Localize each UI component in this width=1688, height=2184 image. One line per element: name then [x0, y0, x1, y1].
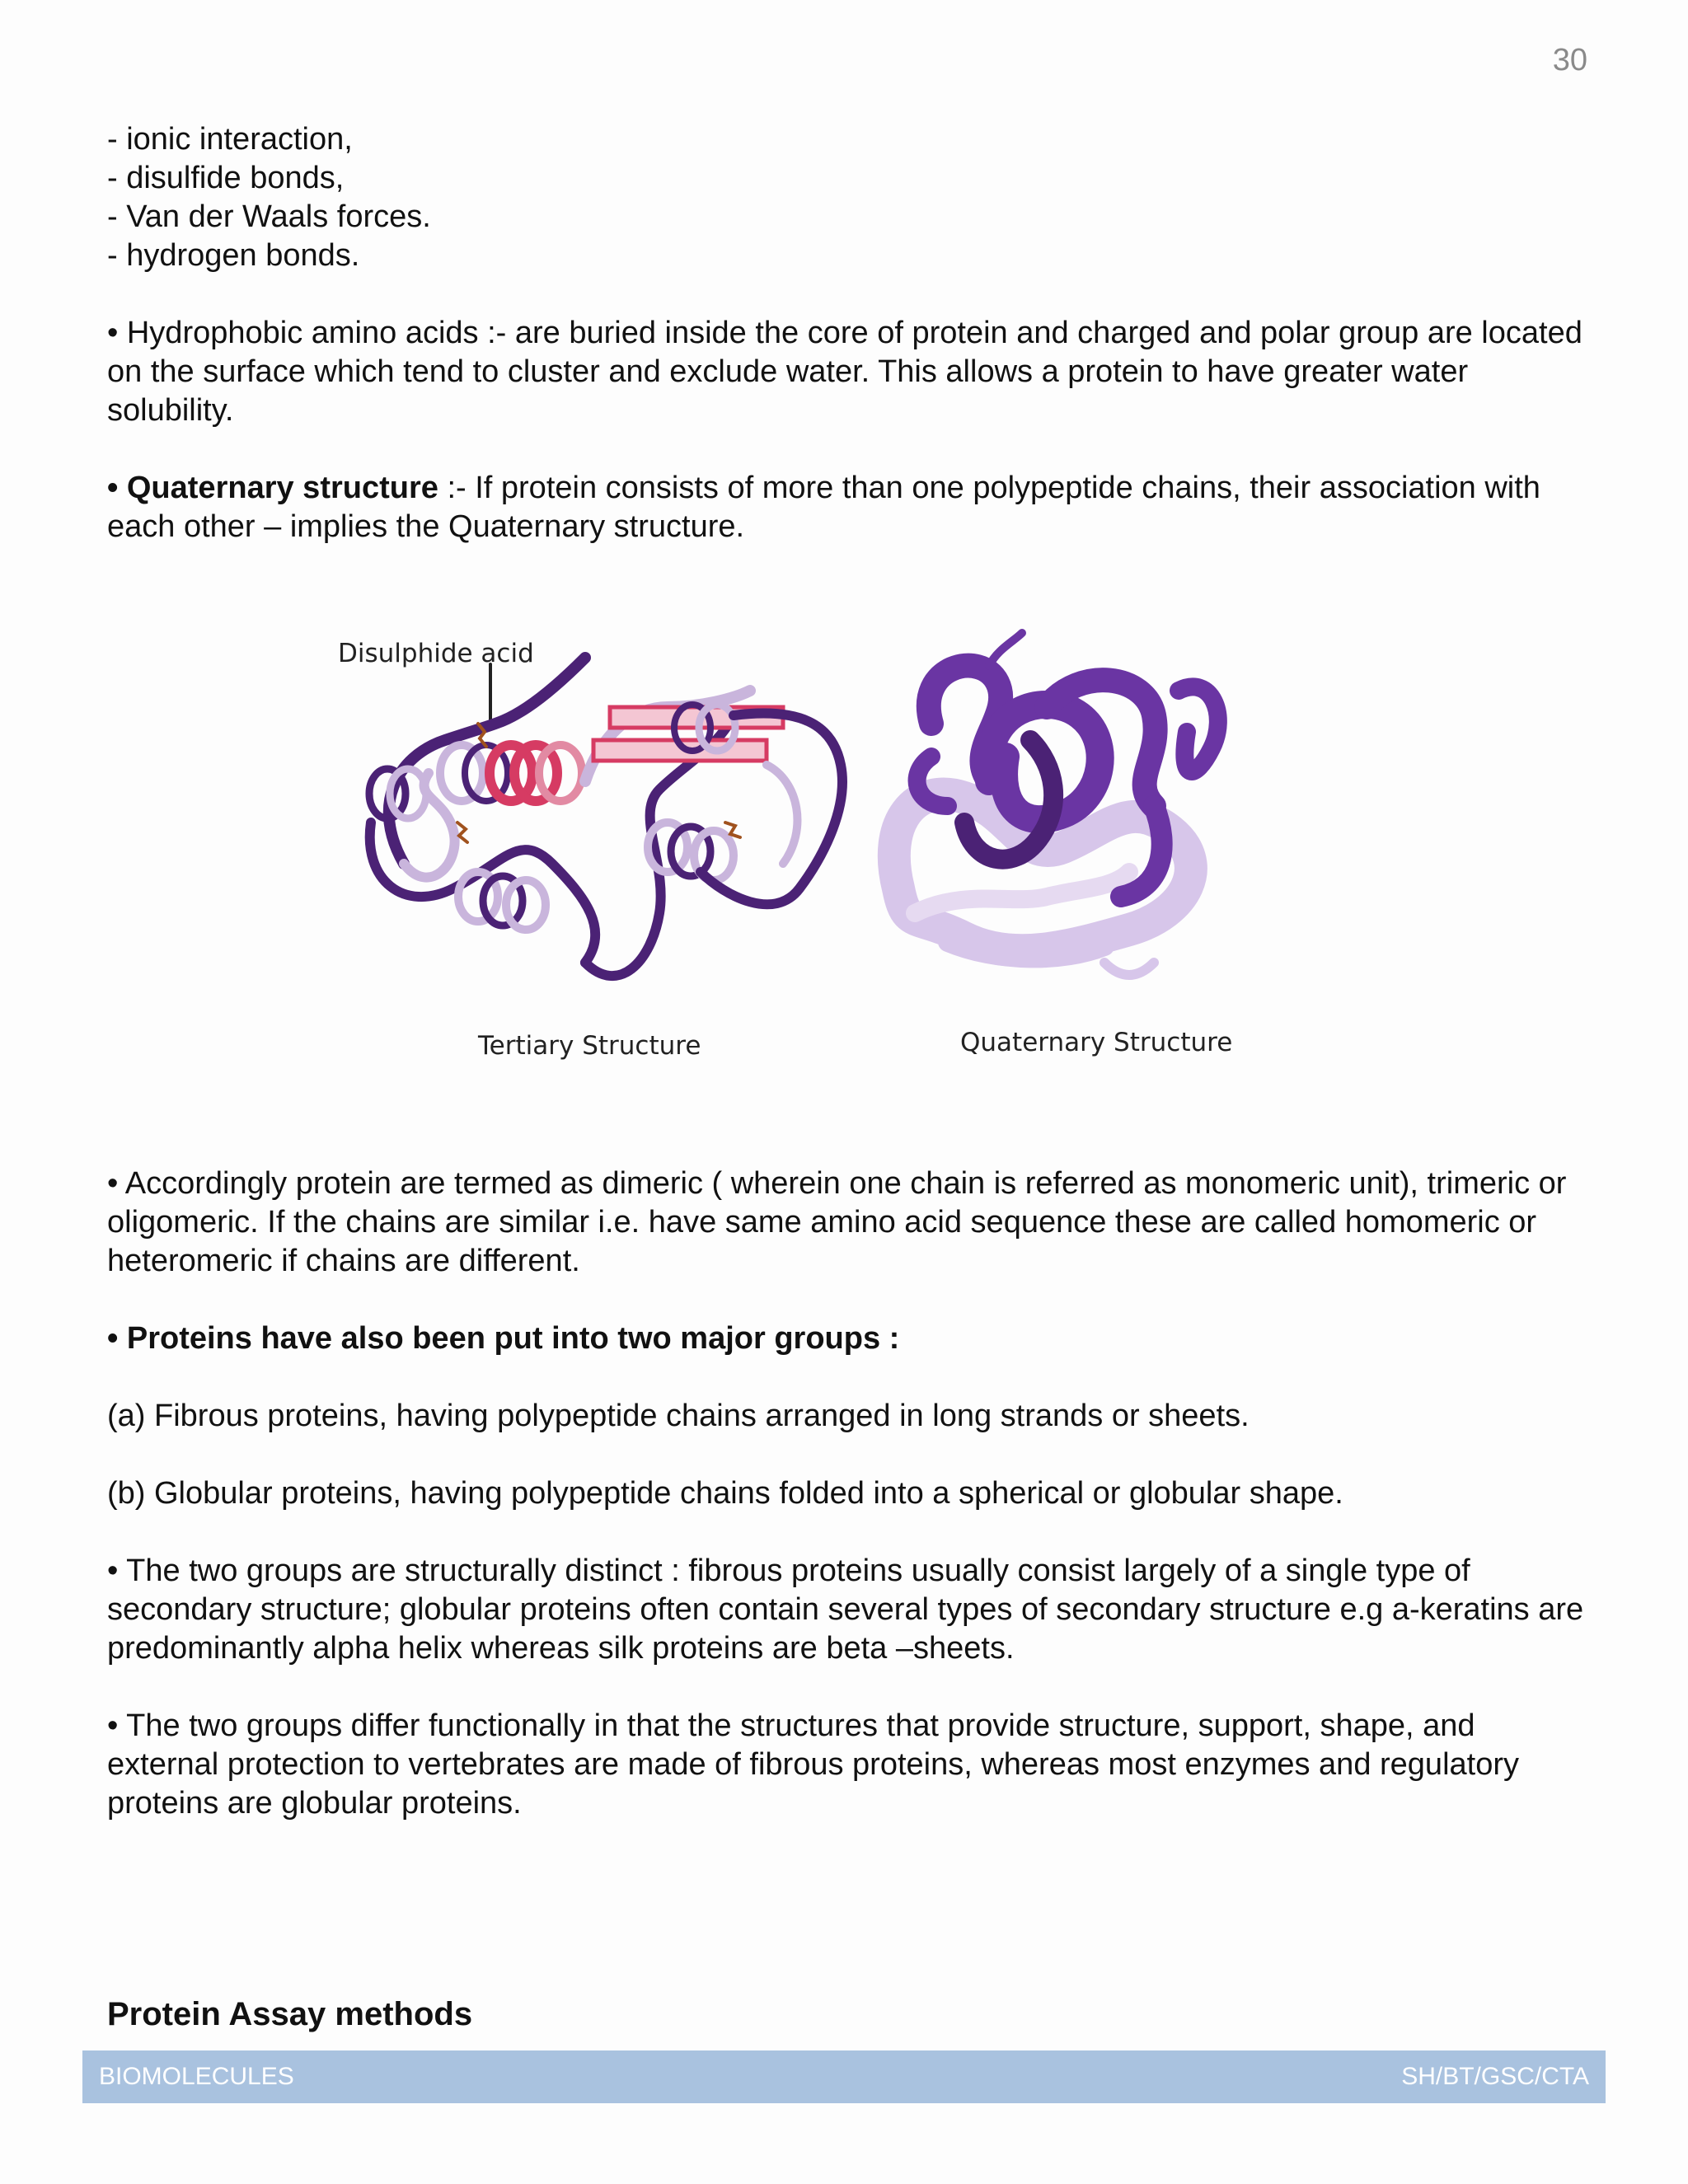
dimeric-paragraph: • Accordingly protein are termed as dimeric ( wherein one chain is referred as monomeric unit), trimeric or oligomeric. If the chains are similar i.e. have same amino acid sequence these are called homomeric or heteromeric if chains are different.	[107, 1166, 1567, 1278]
section-heading: Protein Assay methods	[107, 1996, 473, 2032]
quaternary-structure-label: Quaternary Structure	[960, 1028, 1233, 1057]
list-item: - ionic interaction,	[107, 122, 353, 157]
quaternary-paragraph	[107, 469, 1591, 546]
list-item: - Van der Waals forces.	[107, 199, 431, 234]
page-content	[107, 120, 1591, 1823]
quaternary-structure-ribbon	[894, 633, 1218, 975]
tertiary-structure-ribbon	[369, 658, 842, 976]
quaternary-bullet: •	[107, 471, 127, 505]
distinct-paragraph: • The two groups are structurally distinct : fibrous proteins usually consist largely of a single type of secondary structure; globular proteins often contain several types of secondary structure e.g a-keratins are predominantly alpha helix whereas silk proteins are beta –sheets.	[107, 1554, 1584, 1666]
protein-structure-figure	[338, 616, 1327, 1078]
functional-paragraph: • The two groups differ functionally in that the structures that provide structure, support, shape, and external protection to vertebrates are made of fibrous proteins, whereas most enzymes and regulatory proteins are globular proteins.	[107, 1708, 1519, 1821]
groups-heading: • Proteins have also been put into two major groups :	[107, 1321, 900, 1356]
globular-item: (b) Globular proteins, having polypeptide chains folded into a spherical or globular shape.	[107, 1476, 1343, 1511]
footer-left: BIOMOLECULES	[99, 2063, 294, 2090]
quaternary-text: :- If protein consists of more than one polypeptide chains, their association with each other – implies the Quaternary structure.	[107, 471, 1540, 544]
list-item: - hydrogen bonds.	[107, 238, 360, 273]
protein-structure-diagram	[338, 616, 1327, 1078]
tertiary-structure-label: Tertiary Structure	[478, 1031, 701, 1061]
disulphide-label: Disulphide acid	[338, 639, 534, 668]
fibrous-item: (a) Fibrous proteins, having polypeptide chains arranged in long strands or sheets.	[107, 1399, 1250, 1433]
footer-right: SH/BT/GSC/CTA	[1401, 2063, 1589, 2090]
hydrophobic-paragraph: • Hydrophobic amino acids :- are buried inside the core of protein and charged and polar group are located on the surface which tend to cluster and exclude water. This allows a protein to have greater water solubility.	[107, 316, 1582, 428]
page-number: 30	[1552, 43, 1587, 77]
list-item: - disulfide bonds,	[107, 161, 345, 195]
quaternary-term: Quaternary structure	[126, 471, 438, 505]
footer-bar	[82, 2050, 1606, 2103]
